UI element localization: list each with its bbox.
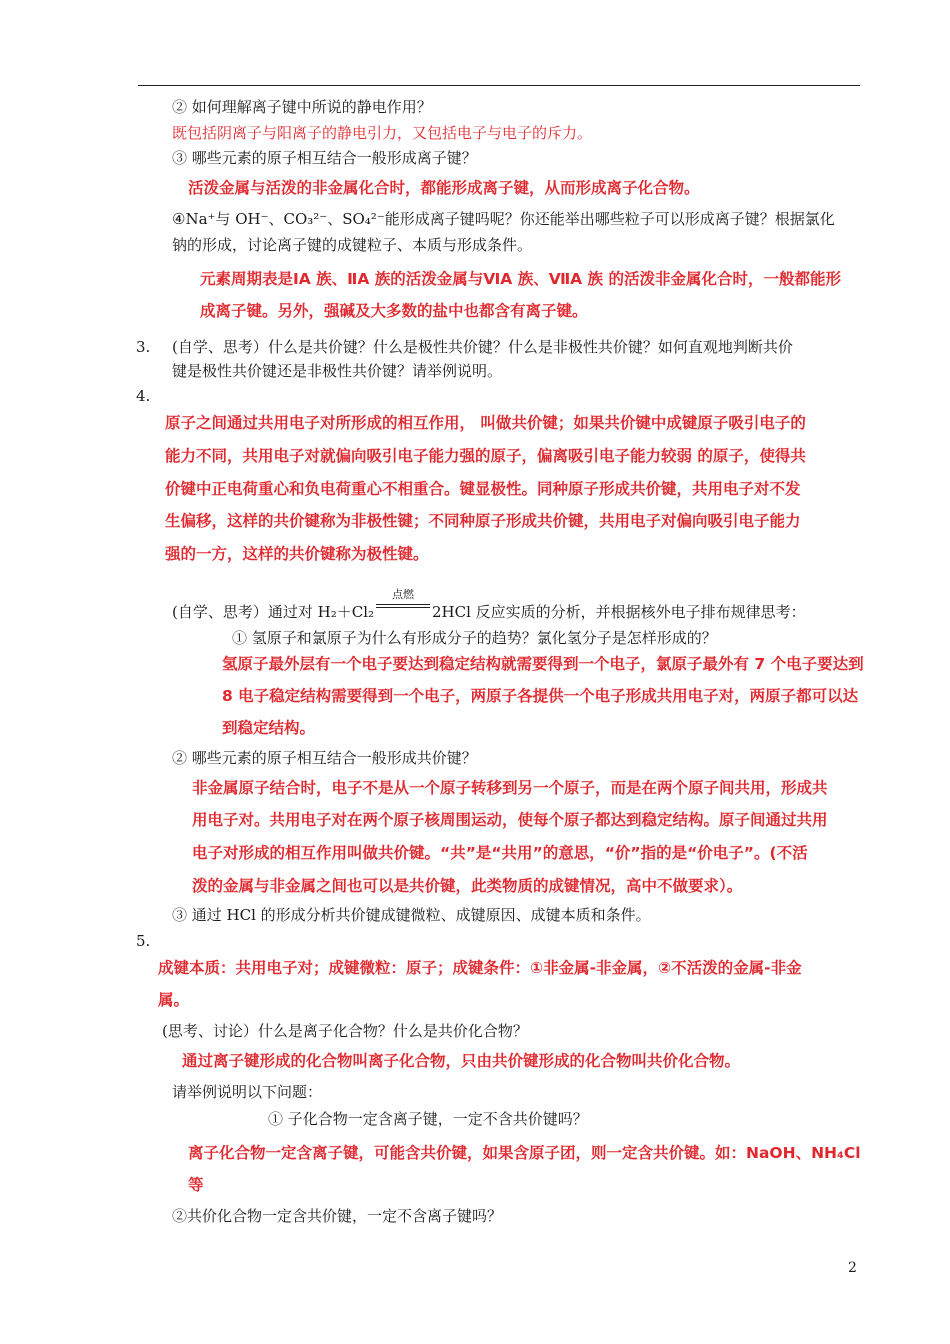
- answer-periodic-line1: 元素周期表是ⅠA 族、ⅡA 族的活泼金属与ⅥA 族、ⅦA 族 的活泼非金属化合时，一般都能形: [200, 270, 841, 288]
- answer-compounds: 通过离子键形成的化合物叫离子化合物，只由共价键形成的化合物叫共价化合物。: [182, 1052, 741, 1070]
- question-ionic-compound: ① 子化合物一定含离子键，一定不含共价键吗？: [268, 1110, 588, 1128]
- answer-covalent-elements-line1: 非金属原子结合时，电子不是从一个原子转移到另一个原子，而是在两个原子间共用，形成共: [192, 779, 828, 797]
- answer-covalent-line1: 原子之间通过共用电子对所形成的相互作用， 叫做共价键；如果共价键中成键原子吸引电子的: [165, 414, 806, 432]
- item-number-5: 5.: [136, 932, 151, 950]
- reaction-condition: 点燃: [392, 588, 415, 601]
- answer-covalent-elements-line3: 电子对形成的相互作用叫做共价键。“共”是“共用”的意思，“价”指的是“价电子”。(不活: [192, 844, 808, 862]
- reaction-prefix: (自学、思考）通过对 H₂＋Cl₂: [172, 603, 375, 621]
- question-ion-particles-line2: 钠的形成，讨论离子键的成键粒子、本质与形成条件。: [172, 236, 533, 254]
- reaction-question: [172, 588, 806, 622]
- question-compounds: (思考、讨论）什么是离子化合物？什么是共价化合物？: [162, 1022, 528, 1040]
- reaction-arrow: [374, 588, 432, 622]
- answer-hcl-line2: 8 电子稳定结构需要得到一个电子，两原子各提供一个电子形成共用电子对，两原子都可以达: [222, 687, 859, 705]
- answer-ionic-compound-line1: 离子化合物一定含离子键，可能含共价键，如果含原子团，则一定含共价键。如：NaOH、NH₄Cl: [188, 1144, 861, 1162]
- answer-hcl-line3: 到稳定结构。: [222, 719, 316, 737]
- question-covalent-elements: ② 哪些元素的原子相互结合一般形成共价键？: [172, 749, 477, 767]
- question-ionic-elements: ③ 哪些元素的原子相互结合一般形成离子键？: [172, 149, 477, 167]
- header-rule: [138, 85, 860, 86]
- answer-covalent-line4: 生偏移，这样的共价键称为非极性键；不同种原子形成共价键，共用电子对偏向吸引电子能力: [165, 512, 801, 530]
- answer-bond-essence-line1: 成键本质：共用电子对；成键微粒：原子；成键条件：①非金属-非金属，②不活泼的金属-非金: [158, 959, 802, 977]
- answer-ionic-compound-line2: 等: [188, 1176, 204, 1194]
- question-hcl-analysis: ③ 通过 HCl 的形成分析共价键成键微粒、成键原因、成键本质和条件。: [172, 906, 651, 924]
- answer-covalent-line5: 强的一方，这样的共价键称为极性键。: [165, 545, 429, 563]
- question-covalent-compound: ②共价化合物一定含共价键，一定不含离子键吗？: [172, 1207, 503, 1225]
- answer-covalent-line2: 能力不同，共用电子对就偏向吸引电子能力强的原子，偏离吸引电子能力较弱 的原子，使得共: [165, 447, 806, 465]
- answer-ionic-elements: 活泼金属与活泼的非金属化合时，都能形成离子键，从而形成离子化合物。: [188, 179, 700, 197]
- answer-bond-essence-line2: 属。: [158, 991, 190, 1009]
- answer-hcl-line1: 氢原子最外层有一个电子要达到稳定结构就需要得到一个电子，氯原子最外有 7 个电子要达到: [222, 655, 864, 673]
- item-number-4: 4.: [136, 387, 151, 405]
- question-examples-intro: 请举例说明以下问题：: [172, 1083, 323, 1101]
- reaction-suffix: 2HCl 反应实质的分析，并根据核外电子排布规律思考：: [432, 603, 806, 621]
- answer-covalent-line3: 价键中正电荷重心和负电荷重心不相重合。键显极性。同种原子形成共价键，共用电子对不发: [165, 480, 801, 498]
- answer-electrostatic: 既包括阴离子与阳离子的静电引力，又包括电子与电子的斥力。: [172, 124, 593, 142]
- question-electrostatic: ② 如何理解离子键中所说的静电作用？: [172, 98, 432, 116]
- answer-covalent-elements-line2: 用电子对。共用电子对在两个原子核周围运动，使每个原子都达到稳定结构。原子间通过共用: [192, 811, 828, 829]
- item-number-3: 3.: [136, 338, 151, 356]
- question-hcl-formation: ① 氢原子和氯原子为什么有形成分子的趋势？氯化氢分子是怎样形成的？: [232, 629, 717, 647]
- page-number: 2: [848, 1260, 857, 1276]
- question-covalent-line2: 键是极性共价键还是非极性共价键？请举例说明。: [172, 362, 503, 380]
- question-ion-particles-line1: ④Na⁺与 OH⁻、CO₃²⁻、SO₄²⁻能形成离子键吗呢？你还能举出哪些粒子可以形成离子键？根据氯化: [172, 210, 835, 228]
- answer-periodic-line2: 成离子键。另外，强碱及大多数的盐中也都含有离子键。: [200, 302, 588, 320]
- question-covalent-line1: (自学、思考）什么是共价键？什么是极性共价键？什么是非极性共价键？如何直观地判断共价: [172, 338, 793, 356]
- answer-covalent-elements-line4: 泼的金属与非金属之间也可以是共价键，此类物质的成键情况，高中不做要求）。: [192, 877, 743, 895]
